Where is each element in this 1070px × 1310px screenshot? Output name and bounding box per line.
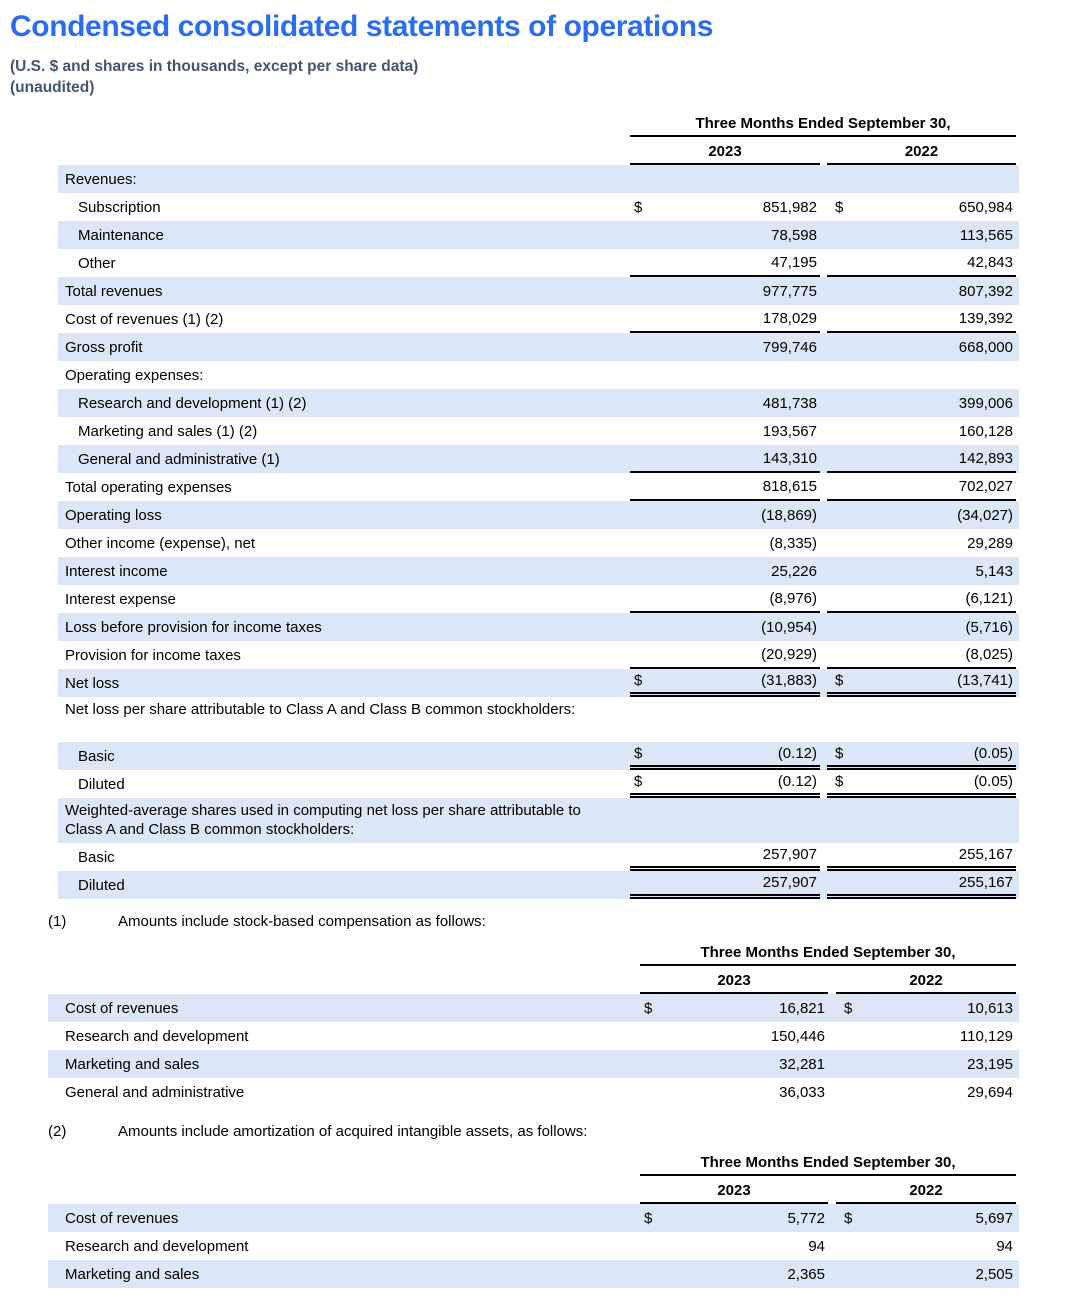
value-2023: 799,746 xyxy=(762,338,817,356)
period-header-row xyxy=(48,1153,1019,1176)
table-row xyxy=(48,1260,1019,1288)
table-row xyxy=(58,361,1019,389)
table-row xyxy=(58,871,1019,899)
table-row xyxy=(58,641,1019,669)
value-2023: 481,738 xyxy=(762,394,817,412)
value-2023: 32,281 xyxy=(779,1055,825,1073)
col-header-2022: 2022 xyxy=(836,1176,1016,1204)
table-row xyxy=(58,249,1019,277)
table-row xyxy=(58,770,1019,798)
row-label: Revenues: xyxy=(65,170,137,188)
col-header-2022: 2022 xyxy=(836,966,1016,994)
value-2022: (8,025) xyxy=(965,645,1013,663)
page-title: Condensed consolidated statements of operations xyxy=(10,10,713,43)
row-label: Maintenance xyxy=(78,226,164,244)
table-row xyxy=(48,994,1019,1022)
value-2022: 142,893 xyxy=(958,449,1013,467)
value-2022: 399,006 xyxy=(958,394,1013,412)
value-2022: 29,289 xyxy=(967,534,1013,552)
table-row xyxy=(58,165,1019,193)
row-label: Research and development (1) (2) xyxy=(78,394,307,412)
row-label: Operating loss xyxy=(65,506,162,524)
value-2022: 94 xyxy=(996,1237,1013,1255)
value-2023: (31,883) xyxy=(761,672,817,689)
col-header-2023: 2023 xyxy=(640,966,828,994)
table-row xyxy=(58,742,1019,770)
period-header: Three Months Ended September 30, xyxy=(630,114,1016,137)
row-label: Provision for income taxes xyxy=(65,646,241,664)
table-row xyxy=(58,501,1019,529)
row-label: Interest expense xyxy=(65,590,176,608)
value-2022: 2,505 xyxy=(975,1265,1013,1283)
value-2023: 25,226 xyxy=(771,562,817,580)
value-2023: (8,976) xyxy=(769,589,817,607)
row-label: Research and development xyxy=(65,1027,249,1045)
period-header-row xyxy=(58,114,1019,137)
row-label: Basic xyxy=(78,848,115,866)
footnote-marker: (2) xyxy=(48,1123,67,1140)
value-2023: 851,982 xyxy=(762,198,817,216)
row-label: Operating expenses: xyxy=(65,366,204,384)
value-2023: 977,775 xyxy=(762,282,817,300)
table-row xyxy=(58,585,1019,613)
row-label: Total operating expenses xyxy=(65,478,232,496)
row-label: General and administrative xyxy=(65,1083,245,1101)
value-2022: 10,613 xyxy=(967,999,1013,1017)
value-2023: (10,954) xyxy=(761,618,817,636)
period-header: Three Months Ended September 30, xyxy=(640,943,1016,966)
stock-based-compensation-table xyxy=(48,943,1019,1106)
table-row xyxy=(48,1022,1019,1050)
table-row xyxy=(58,473,1019,501)
table-row xyxy=(48,1232,1019,1260)
value-2022: (5,716) xyxy=(965,618,1013,636)
currency-symbol: $ xyxy=(835,672,844,689)
value-2022: 139,392 xyxy=(958,309,1013,327)
value-2023: 257,907 xyxy=(762,874,817,891)
value-2022: 5,143 xyxy=(975,562,1013,580)
row-label: Other income (expense), net xyxy=(65,534,256,552)
value-2022: 110,129 xyxy=(959,1027,1013,1045)
table-row xyxy=(58,221,1019,249)
row-label: Marketing and sales xyxy=(65,1265,200,1283)
row-label: Diluted xyxy=(78,775,125,793)
value-2022: (0.05) xyxy=(973,773,1013,790)
value-2022: 29,694 xyxy=(967,1083,1013,1101)
value-2023: 818,615 xyxy=(762,477,817,495)
value-2022: 113,565 xyxy=(959,226,1013,244)
table-row xyxy=(48,1050,1019,1078)
footnote-1 xyxy=(48,912,1070,931)
table-row xyxy=(58,529,1019,557)
table-row xyxy=(58,417,1019,445)
row-label: Cost of revenues xyxy=(65,1209,179,1227)
table-row xyxy=(58,333,1019,361)
currency-symbol: $ xyxy=(644,1209,653,1227)
footnote-marker: (1) xyxy=(48,913,67,930)
table-row xyxy=(58,557,1019,585)
currency-symbol: $ xyxy=(835,773,844,790)
value-2022: (0.05) xyxy=(973,745,1013,762)
row-label: Gross profit xyxy=(65,338,143,356)
table-row xyxy=(58,798,1019,843)
value-2023: 94 xyxy=(808,1237,825,1255)
value-2022: 807,392 xyxy=(958,282,1013,300)
row-label: Net loss per share attributable to Class A and Class B common stockholders: xyxy=(65,701,576,718)
table-row xyxy=(58,193,1019,221)
row-label: Other xyxy=(78,254,116,272)
value-2023: 257,907 xyxy=(762,846,817,863)
value-2022: 255,167 xyxy=(958,846,1013,863)
table-row xyxy=(58,277,1019,305)
row-label: Diluted xyxy=(78,876,125,894)
table-row xyxy=(58,305,1019,333)
value-2022: 650,984 xyxy=(958,198,1013,216)
value-2023: 178,029 xyxy=(762,309,817,327)
footnote-text: Amounts include amortization of acquired intangible assets, as follows: xyxy=(118,1123,588,1140)
year-header-row xyxy=(48,966,1019,994)
value-2023: 2,365 xyxy=(787,1265,825,1283)
table-row xyxy=(58,669,1019,697)
col-header-2022: 2022 xyxy=(827,137,1016,165)
value-2022: (34,027) xyxy=(957,506,1013,524)
currency-symbol: $ xyxy=(644,999,653,1017)
value-2023: (8,335) xyxy=(769,534,817,552)
period-header: Three Months Ended September 30, xyxy=(640,1153,1016,1176)
row-label: General and administrative (1) xyxy=(78,450,280,468)
year-header-row xyxy=(48,1176,1019,1204)
value-2023: (0.12) xyxy=(777,745,817,762)
row-label: Weighted-average shares used in computing net loss per share attributable to Class A and Class B common stockholders: xyxy=(65,802,581,838)
value-2023: 5,772 xyxy=(787,1209,825,1227)
table-row xyxy=(48,1078,1019,1106)
year-header-row xyxy=(58,137,1019,165)
value-2023: (18,869) xyxy=(761,506,817,524)
value-2022: 23,195 xyxy=(967,1055,1013,1073)
footnote-text: Amounts include stock-based compensation as follows: xyxy=(118,913,486,930)
currency-symbol: $ xyxy=(634,745,643,762)
currency-symbol: $ xyxy=(634,672,643,689)
value-2023: 78,598 xyxy=(771,226,817,244)
table-row xyxy=(58,445,1019,473)
value-2023: (20,929) xyxy=(761,645,817,663)
currency-symbol: $ xyxy=(634,198,643,216)
table-row xyxy=(58,389,1019,417)
value-2023: 143,310 xyxy=(762,449,817,467)
period-header-row xyxy=(48,943,1019,966)
table-row xyxy=(58,613,1019,641)
row-label: Research and development xyxy=(65,1237,249,1255)
value-2022: 5,697 xyxy=(975,1209,1013,1227)
page-subtitle-unaudited: (unaudited) xyxy=(10,79,95,96)
row-label: Net loss xyxy=(65,674,120,692)
currency-symbol: $ xyxy=(634,773,643,790)
value-2022: 160,128 xyxy=(958,422,1013,440)
currency-symbol: $ xyxy=(835,745,844,762)
row-label: Marketing and sales (1) (2) xyxy=(78,422,258,440)
currency-symbol: $ xyxy=(835,198,844,216)
value-2023: 47,195 xyxy=(771,253,817,271)
value-2022: 702,027 xyxy=(958,477,1013,495)
row-label: Subscription xyxy=(78,198,161,216)
footnote-2 xyxy=(48,1122,1070,1141)
row-label: Marketing and sales xyxy=(65,1055,200,1073)
row-label: Interest income xyxy=(65,562,168,580)
value-2022: (6,121) xyxy=(965,589,1013,607)
value-2023: 16,821 xyxy=(779,999,825,1017)
currency-symbol: $ xyxy=(844,999,853,1017)
value-2023: 193,567 xyxy=(762,422,817,440)
table-row xyxy=(58,697,1019,742)
value-2022: 668,000 xyxy=(958,338,1013,356)
value-2023: 36,033 xyxy=(779,1083,825,1101)
value-2022: (13,741) xyxy=(957,672,1013,689)
row-label: Cost of revenues (1) (2) xyxy=(65,310,224,328)
row-label: Cost of revenues xyxy=(65,999,179,1017)
value-2022: 42,843 xyxy=(967,253,1013,271)
value-2023: (0.12) xyxy=(777,773,817,790)
amortization-table xyxy=(48,1153,1019,1288)
statement-of-operations-table xyxy=(58,114,1019,899)
table-row xyxy=(48,1204,1019,1232)
value-2022: 255,167 xyxy=(958,874,1013,891)
col-header-2023: 2023 xyxy=(640,1176,828,1204)
row-label: Basic xyxy=(78,747,115,765)
value-2023: 150,446 xyxy=(770,1027,825,1045)
page-subtitle-units: (U.S. $ and shares in thousands, except per share data) xyxy=(10,58,419,75)
currency-symbol: $ xyxy=(844,1209,853,1227)
row-label: Total revenues xyxy=(65,282,163,300)
table-row xyxy=(58,843,1019,871)
col-header-2023: 2023 xyxy=(630,137,820,165)
row-label: Loss before provision for income taxes xyxy=(65,618,322,636)
